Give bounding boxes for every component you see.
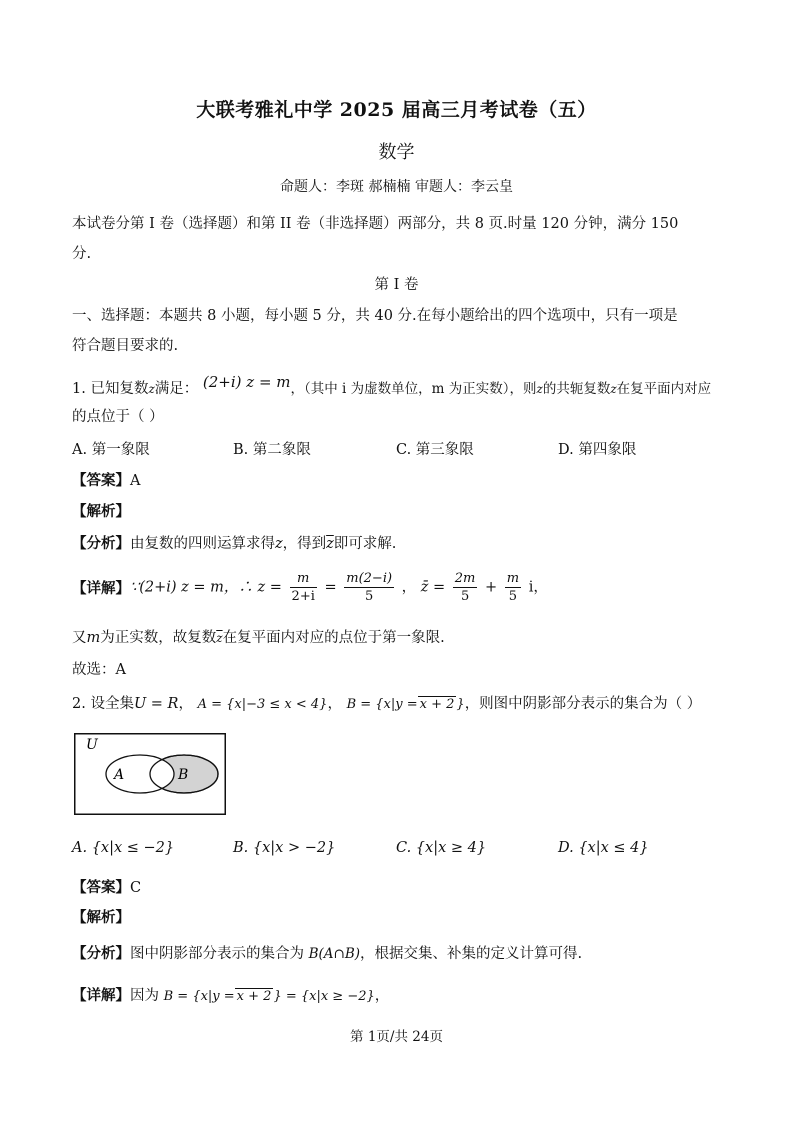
q1-fenxi-a: 由复数的四则运算求得 bbox=[130, 536, 275, 552]
q1-also-b: 为正实数，故复数 bbox=[100, 630, 217, 646]
q2-option-a[interactable]: A. {x|x ≤ −2} bbox=[72, 840, 175, 856]
q1-z-2: z bbox=[536, 382, 543, 396]
q2-stem: 2. 设全集U = R， A = {x|−3 ≤ x < 4}， B = {x|y = x + 2 }，则图中阴影部分表示的集合为（ ） bbox=[72, 696, 702, 712]
q2-options bbox=[72, 840, 732, 860]
q2-detail-expr-post: } = {x|x ≥ −2} bbox=[273, 989, 375, 1004]
q2-fenxi-a: 图中阴影部分表示的集合为 bbox=[130, 946, 304, 962]
q1-choose: 故选：A bbox=[72, 662, 126, 678]
authors-line: 命题人：李斑 郝楠楠 审题人：李云皇 bbox=[280, 179, 513, 195]
q1-option-a[interactable]: A. 第一象限 bbox=[72, 442, 150, 458]
q2-option-b[interactable]: B. {x|x > −2} bbox=[233, 840, 336, 856]
q1-frac-4-num: m bbox=[506, 571, 520, 586]
q1-frac-3-num: 2m bbox=[454, 571, 476, 586]
q1-plus: + bbox=[485, 579, 498, 596]
venn-label-u: U bbox=[86, 737, 98, 753]
q2-fenxi-b: ，根据交集、补集的定义计算可得. bbox=[360, 946, 583, 962]
q2-answer-line bbox=[72, 876, 141, 897]
intro-line-1: 本试卷分第 I 卷（选择题）和第 II 卷（非选择题）两部分，共 8 页.时量 120 分钟，满分 150 bbox=[72, 216, 679, 232]
q1-answer-line bbox=[72, 469, 140, 490]
q2-stem-tail: ，则图中阴影部分表示的集合为（ ） bbox=[464, 696, 702, 712]
exam-title: 大联考雅礼中学 2025 届高三月考试卷（五） bbox=[196, 99, 597, 121]
volume-label: 第 I 卷 bbox=[374, 277, 419, 293]
q1-frac-4-den: 5 bbox=[508, 589, 518, 604]
q1-option-c[interactable]: C. 第三象限 bbox=[396, 442, 474, 458]
q1-stem-line-1 bbox=[72, 373, 712, 398]
q1-detail-label: 【详解】 bbox=[72, 579, 130, 597]
q1-stem-line-2: 的点位于（ ） bbox=[72, 409, 164, 425]
q2-stem-u: U = R bbox=[133, 696, 179, 712]
q1-i-tail: i， bbox=[528, 579, 548, 596]
q1-fenxi-zbar: $\overline{z}$ bbox=[326, 536, 334, 552]
q2-detail-tail: ， bbox=[374, 988, 390, 1004]
q1-analysis-label: 【解析】 bbox=[72, 503, 130, 520]
q1-frac-1-num: m bbox=[290, 570, 317, 588]
q1-stem-suffix-3: 在复平面内对应 bbox=[616, 381, 712, 397]
q2-fenxi-expr: B(A∩B) bbox=[308, 946, 361, 962]
q1-option-d[interactable]: D. 第四象限 bbox=[558, 442, 637, 458]
q2-answer-label: 【答案】 bbox=[72, 879, 130, 896]
q1-options bbox=[72, 438, 732, 458]
q2-stem-a: 2. 设全集 bbox=[72, 696, 134, 712]
q2-option-d[interactable]: D. {x|x ≤ 4} bbox=[558, 840, 649, 856]
q1-frac-2-num: m(2−i) bbox=[346, 571, 393, 586]
q1-also-a: 又 bbox=[72, 630, 87, 646]
venn-label-a: A bbox=[114, 767, 125, 783]
q1-answer: A bbox=[130, 473, 141, 489]
q2-detail-expr-pre: B = {x|y = bbox=[163, 989, 235, 1004]
q2-option-c[interactable]: C. {x|x ≥ 4} bbox=[396, 840, 487, 856]
intro-line-2: 分. bbox=[72, 246, 92, 262]
q1-frac-3-den: 5 bbox=[460, 589, 470, 604]
q1-eq: = bbox=[324, 579, 337, 596]
q1-frac-4 bbox=[505, 570, 521, 605]
q1-also-zbar: $\overline{z}$ bbox=[216, 631, 223, 645]
q1-zbar-eq: z̄ = bbox=[420, 579, 446, 596]
q1-z: z bbox=[148, 382, 155, 396]
q2-fenxi-line bbox=[72, 942, 582, 963]
q1-frac-2-den: 5 bbox=[365, 589, 374, 604]
q2-detail-label: 【详解】 bbox=[72, 987, 130, 1004]
q1-frac-1 bbox=[290, 570, 317, 605]
q2-detail-line bbox=[72, 984, 389, 1005]
q1-stem-suffix-2: 的共轭复数 bbox=[542, 381, 611, 397]
q1-detail-because: ∵(2+i) z = m，∴ z = bbox=[130, 579, 282, 596]
q2-fenxi-label: 【分析】 bbox=[72, 945, 130, 962]
q1-fenxi-b: ，得到 bbox=[282, 536, 327, 552]
q2-stem-set-b-root: x + 2 bbox=[419, 697, 455, 712]
subject-title: 数学 bbox=[378, 142, 415, 163]
q1-fenxi-label: 【分析】 bbox=[72, 535, 130, 552]
q2-analysis-label: 【解析】 bbox=[72, 909, 130, 926]
q1-frac-3 bbox=[453, 570, 478, 605]
q2-stem-set-b-post: } bbox=[456, 697, 465, 712]
q1-stem-mid: 满足： bbox=[154, 381, 199, 397]
venn-diagram bbox=[74, 733, 226, 815]
q1-zbar: z bbox=[610, 382, 617, 396]
q1-stem-suffix: ，（其中 i 为虚数单位，m 为正实数），则 bbox=[290, 381, 537, 397]
page-footer: 第 1页/共 24页 bbox=[350, 1029, 443, 1045]
q1-equation: (2+i) z = m bbox=[202, 373, 291, 391]
q1-option-b[interactable]: B. 第二象限 bbox=[233, 442, 311, 458]
q1-frac-1-den: 2+i bbox=[291, 589, 315, 604]
q1-also-m: m bbox=[86, 630, 101, 646]
q2-detail-root: x + 2 bbox=[236, 989, 272, 1004]
venn-svg bbox=[74, 733, 226, 815]
q1-also-line bbox=[72, 626, 445, 647]
q1-frac-2 bbox=[344, 570, 394, 605]
section-heading-line-2: 符合题目要求的. bbox=[72, 338, 179, 354]
q1-fenxi-c: 即可求解. bbox=[333, 536, 397, 552]
q2-stem-set-b-pre: B = {x|y = bbox=[346, 697, 418, 712]
venn-label-b: B bbox=[178, 767, 189, 783]
q1-also-c: 在复平面内对应的点位于第一象限. bbox=[222, 630, 445, 646]
q2-detail-a: 因为 bbox=[130, 988, 159, 1004]
q2-stem-set-a: A = {x|−3 ≤ x < 4} bbox=[197, 697, 328, 712]
section-heading-line-1: 一、选择题：本题共 8 小题，每小题 5 分，共 40 分.在每小题给出的四个选项中，只有一项是 bbox=[72, 308, 678, 324]
q1-answer-label: 【答案】 bbox=[72, 472, 130, 489]
q1-detail-line bbox=[72, 570, 548, 605]
q1-fenxi-z: z bbox=[275, 536, 283, 552]
q1-stem-prefix: 1. 已知复数 bbox=[72, 381, 149, 397]
q1-comma: ， bbox=[401, 579, 417, 596]
q1-fenxi-line bbox=[72, 532, 396, 553]
q2-answer: C bbox=[130, 880, 142, 896]
